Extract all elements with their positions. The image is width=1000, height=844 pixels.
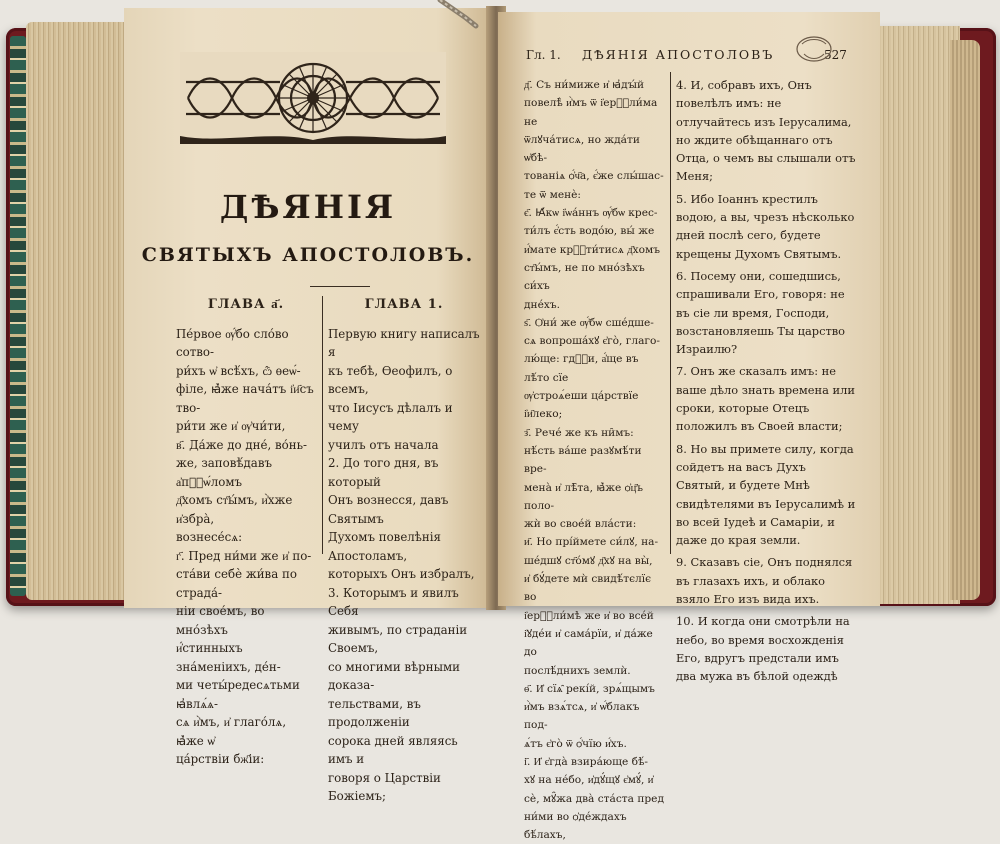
verse-line: ѿлꙋча́тисѧ, но жда́ти ѡ҆бѣ- [524, 133, 640, 165]
verse-line: и҆́мате крⷭ҇ти́тисѧ д҃хомъ [524, 243, 660, 256]
verse-line: д҃. Съ ни́миже и҆ ꙗ҆дꙑ́й [524, 79, 645, 91]
verse-line: в҃. Да́же до дне́, во́нь- [176, 437, 308, 452]
chapter-heading-ru: ГЛАВА 1. [364, 297, 444, 312]
verse-line: живымъ, по страданіи Своемъ, [328, 622, 468, 655]
verse-line: 2. До того дня, въ который [328, 456, 439, 489]
verse-line: тованіѧ ѻ҆́ч҃а, є҆́же слы́шас- [524, 170, 664, 183]
verse-paragraph: 8. Но вы примете силу, когда сойдетъ на васъ Духъ Святый, и будете Мнѣ свидѣтелями въ Іерусалимѣ и во всей Іудеѣ и Самаріи, и даже до края земли. [676, 441, 856, 548]
verse-line: сѧ и҆̀мъ, и҆ глаго́лѧ, ꙗ҆̀же ѡ҆ [176, 715, 287, 748]
page-block-left [26, 22, 130, 600]
verse-line: ца́рствіи бж҃іи: [176, 752, 265, 766]
verse-line: и҃. Но прі́ймете си́лꙋ, на- [524, 536, 659, 549]
header-chapter: Гл. 1. [526, 48, 561, 62]
verse-line: і҆ꙋде́и и҆ сама́рїи, и҆ да́же до [524, 627, 653, 659]
page-block-right [876, 26, 960, 604]
verse-line: ри́хъ ѡ҆ всѣ́хъ, ѽ ѳеѡ́- [176, 363, 301, 378]
verse-line: ст҃ы́мъ, не по мно́зѣхъ си́хъ [524, 261, 645, 293]
verse-line: сѧ вопроша́хꙋ є҆го̀, глаго- [524, 335, 660, 348]
verse-line: говоря о Царствіи Божіемъ; [328, 770, 441, 803]
verse-paragraph: 10. И когда они смотрѣли на небо, во время восхожденія Его, вдругъ предстали имъ два мужа въ бѣлой одеждѣ [676, 614, 850, 684]
verse-line: училъ отъ начала [328, 437, 439, 452]
book-title: ДѢЯНІЯ [219, 188, 397, 226]
verse-line: Духомъ повелѣнія Апостоламъ, [328, 530, 441, 563]
cover-spine-pattern [10, 36, 26, 596]
column-divider [322, 296, 323, 554]
church-slavonic-column-left [176, 292, 316, 769]
verse-line: хꙋ на не́бо, и҆дꙋ́щꙋ є҆мꙋ́, и҆ [524, 774, 654, 787]
verse-line: ѧ́тъ є҆го̀ ѿ ѻ҆́чїю и҆́хъ. [524, 737, 627, 750]
verse-line: і҆ерⷭ҇ли́мѣ же и҆ во все́й [524, 609, 654, 622]
verse-line: ста́ви себѐ жи́ва по страда́- [176, 567, 297, 600]
verse-line: ше́дшꙋ ст҃о́мꙋ д҃хꙋ на вы̀, [524, 554, 653, 567]
verse-line: ѳ҃. И҆ сїѧ̑ рекі́й, зрѧ́щымъ [524, 682, 655, 695]
verse-line: же, заповѣ́давъ а҆пⷭ҇ѡ́ломъ [176, 456, 272, 489]
verse-line: которыхъ Онъ избралъ, [328, 567, 475, 581]
verse-line: и҆̀мъ взѧ́тсѧ, и҆ ѡ҆́блакъ под- [524, 701, 640, 732]
verse-line: сорока дней являясь имъ и [328, 733, 458, 766]
verse-line: те ѿ менѐ: [524, 188, 581, 201]
page-number: 527 [824, 48, 847, 62]
verse-line: сѐ, мꙋ̑жа два̀ ста́ста пред [524, 792, 664, 805]
verse-paragraph: 7. Онъ же сказалъ имъ: не ваше дѣло знать времена или сроки, которые Отецъ положилъ въ Своей власти; [676, 364, 855, 434]
verse-line: ѕ҃. Ѻ҆ни́ же ѹ҆́бѡ сше́дше- [524, 316, 654, 329]
verse-line: г҃. Пред ни́ми же и҆ по- [176, 548, 312, 563]
verse-line: і҃. И҆ є҆гда̀ взира́юще бѣ́- [524, 755, 648, 768]
verse-line: послѣ́днихъ землѝ. [524, 664, 631, 677]
verse-line: Первую книгу написалъ я [328, 326, 480, 359]
left-page [124, 8, 492, 803]
title-divider [310, 286, 370, 287]
decorative-headpiece [180, 52, 446, 144]
bookmark-ribbon-icon [436, 0, 506, 30]
verse-line: со многими вѣрными доказа- [328, 659, 461, 692]
chapter-heading-cs: ГЛАВА а҃. [207, 297, 285, 312]
verse-line: є҃. Ꙗ҆́кѡ і҆ѡа́ннъ ѹ҆́бѡ крес- [524, 207, 658, 220]
verse-line: 3. Которымъ и явилъ Себя [328, 585, 459, 618]
verse-line: нѣ́сть ва́ше разꙋмѣ́ти вре- [524, 444, 642, 476]
verse-line: и҆́стинныхъ зна́меніихъ, де́н- [176, 641, 281, 674]
verse-line: жѝ во свое́й вла́сти: [524, 518, 637, 531]
verse-line: вознесе́сѧ: [176, 530, 243, 544]
verse-line: д҃хомъ ст҃ы́мъ, и҆̀хже и҆збра̀, [176, 493, 293, 526]
library-stamp-icon [794, 34, 834, 64]
verse-line: ри́ти же и҆ ѹ҆чи́ти, [176, 419, 286, 433]
russian-column-left [328, 292, 480, 806]
verse-paragraph: 4. И, собравъ ихъ, Онъ повелѣлъ имъ: не отлучайтесь изъ Іерусалима, но ждите обѣщаннаго отъ Отца, о чемъ вы слышали отъ Меня; [676, 78, 856, 184]
verse-line: Пе́рвое ѹ҆́бо сло́во сотво- [176, 326, 289, 359]
verse-line: з҃. Рече́ же къ ни̑мъ: [524, 426, 634, 439]
russian-column-right [676, 76, 858, 686]
verse-line: тельствами, въ продолженіи [328, 696, 421, 729]
page-block-right-edge [950, 40, 980, 600]
verse-paragraph: 5. Ибо Іоаннъ крестилъ водою, а вы, чрезъ нѣсколько дней послѣ сего, будете крещены Духомъ Святымъ. [676, 191, 855, 261]
verse-line: что Іисусъ дѣлалъ и чему [328, 400, 453, 433]
verse-line: дне́хъ. [524, 298, 560, 311]
verse-line: ѹ҆строѧ́еши ца́рствїе і҆и҃леко; [524, 390, 639, 421]
right-page [498, 12, 880, 842]
verse-line: ти́лъ є҆́сть водо́ю, вы́ же [524, 225, 655, 238]
verse-line: лю́ще: гдⷭ҇и, а҆́ще въ лѣ́то сїе [524, 353, 639, 384]
verse-line: ни́ми во ѻ҆де́ждахъ бѣ́лахъ, [524, 810, 627, 842]
verse-line: мена̀ и҆ лѣ̑та, ꙗ҆̀же ѻ҆ц҃ъ поло- [524, 481, 644, 512]
church-slavonic-column-right [524, 76, 666, 844]
verse-line: и҆ бꙋ́дете мѝ свидѣ́тєлїє во [524, 573, 652, 604]
verse-line: ми четы́редесѧтьми ꙗ҆влѧ́ѧ- [176, 678, 300, 711]
header-title: ДѢЯНІЯ АПОСТОЛОВЪ [582, 47, 775, 62]
verse-line: къ тебѣ, Ѳеофилъ, о всемъ, [328, 363, 453, 396]
verse-line: філе, ꙗ҆̀же нача́тъ і҆и҃съ тво- [176, 382, 314, 415]
book-subtitle: СВЯТЫХЪ АПОСТОЛОВЪ. [141, 244, 475, 266]
verse-line: Онъ вознесся, давъ Святымъ [328, 493, 449, 526]
verse-line: ніи свое́мъ, во мно́зѣхъ [176, 604, 265, 637]
column-divider [670, 72, 671, 554]
verse-line: повелѣ̀ и҆̀мъ ѿ і҆ерⷭ҇ли́ма не [524, 97, 658, 128]
verse-paragraph: 9. Сказавъ сіе, Онъ поднялся въ глазахъ ихъ, и облако взяло Его изъ вида ихъ. [676, 555, 853, 607]
verse-paragraph: 6. Посему они, сошедшись, спрашивали Его, говоря: не въ сіе ли время, Господи, возстановляешь Ты царство Израилю? [676, 268, 846, 357]
